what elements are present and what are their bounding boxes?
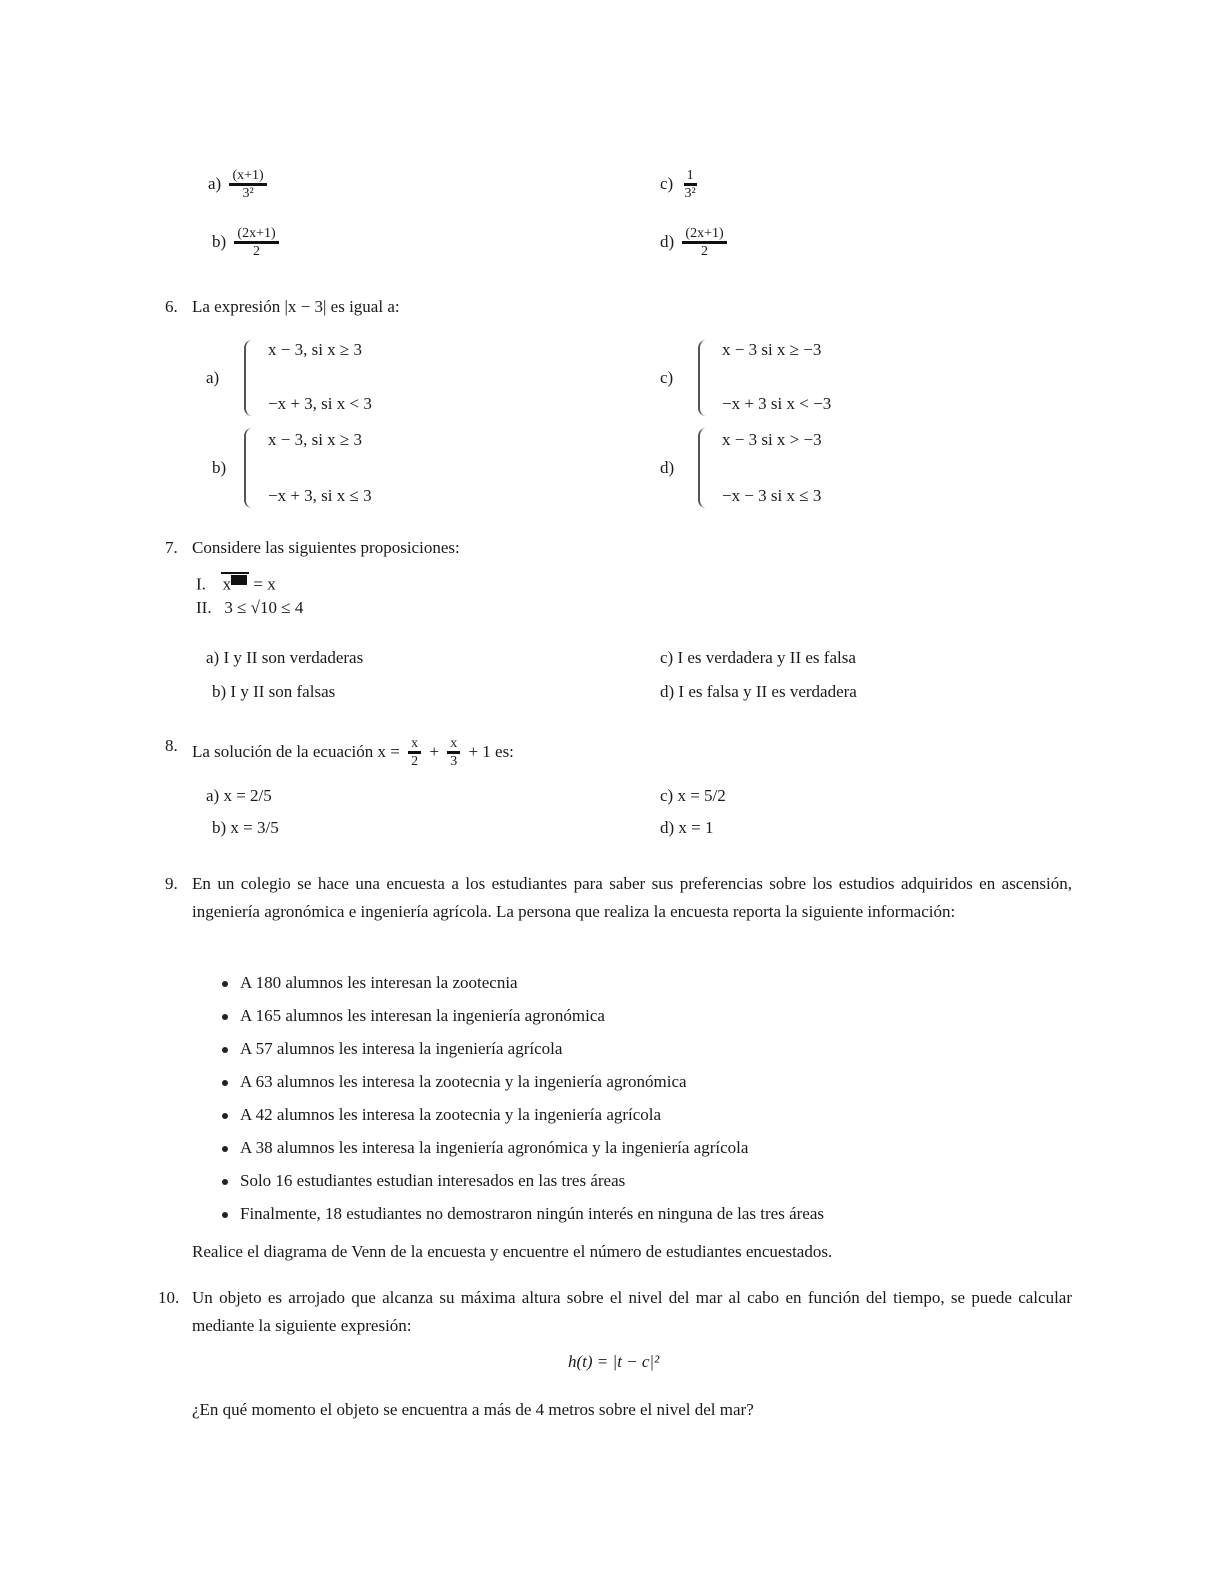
list-item xyxy=(222,1098,824,1131)
q5-option-d xyxy=(660,226,731,260)
bullet-icon xyxy=(222,1047,228,1053)
list-item-text: A 180 alumnos les interesan la zootecnia xyxy=(240,973,518,992)
option-text: I y II son falsas xyxy=(230,682,336,701)
q6-option-d-row2: −x − 3 si x ≤ 3 xyxy=(722,486,822,505)
option-text: x = 5/2 xyxy=(677,786,726,805)
fraction xyxy=(408,736,421,770)
q8-option-b xyxy=(212,818,279,838)
option-text: x = 1 xyxy=(678,818,714,837)
fraction-numerator: (2x+1) xyxy=(682,226,726,244)
fraction-numerator: x xyxy=(408,736,421,754)
fraction-numerator: 1 xyxy=(684,168,697,186)
fraction-numerator: (x+1) xyxy=(229,168,266,186)
q6-option-b-label: b) xyxy=(212,458,227,477)
q7-prompt: Considere las siguientes proposiciones: xyxy=(192,538,460,557)
option-label: d) xyxy=(660,682,675,701)
fraction xyxy=(682,226,726,260)
option-label: a) xyxy=(208,173,222,193)
list-item xyxy=(222,999,824,1032)
left-brace xyxy=(698,340,710,416)
list-item-text: A 42 alumnos les interesa la zootecnia y la ingeniería agrícola xyxy=(240,1105,662,1124)
q6-option-a-row1: x − 3, si x ≥ 3 xyxy=(268,340,363,359)
fraction-denominator: 3² xyxy=(242,186,254,202)
option-text: I y II son verdaderas xyxy=(223,648,364,667)
q7-option-c xyxy=(660,648,856,668)
list-item-text: A 63 alumnos les interesa la zootecnia y la ingeniería agronómica xyxy=(240,1072,687,1091)
sqrt-expression: x xyxy=(221,572,250,595)
option-label: d) xyxy=(660,231,675,251)
fraction-denominator: 3² xyxy=(684,186,696,202)
fraction xyxy=(447,736,460,770)
q7-option-a xyxy=(206,648,363,668)
fraction xyxy=(234,226,278,260)
bullet-icon xyxy=(222,1179,228,1185)
fraction-denominator: 2 xyxy=(701,244,709,260)
left-brace xyxy=(698,428,710,508)
option-text: I es verdadera y II es falsa xyxy=(677,648,856,667)
option-label: c) xyxy=(660,173,674,193)
q8-option-c xyxy=(660,786,726,806)
proposition-label: I. xyxy=(196,574,206,594)
q5-option-c xyxy=(660,168,703,202)
q7-proposition-1 xyxy=(196,572,276,595)
q6-option-d-label: d) xyxy=(660,458,675,477)
fraction-numerator: (2x+1) xyxy=(234,226,278,244)
left-brace xyxy=(244,340,256,416)
list-item xyxy=(222,966,824,999)
q6-option-d-row1: x − 3 si x > −3 xyxy=(722,430,822,449)
bullet-icon xyxy=(222,1014,228,1020)
list-item xyxy=(222,1131,824,1164)
q7-number: 7. xyxy=(165,538,178,557)
q8-prompt-text: La solución de la ecuación x = xyxy=(192,741,400,761)
option-text: I es falsa y II es verdadera xyxy=(678,682,857,701)
redacted-mark xyxy=(231,575,247,585)
q9-intro: En un colegio se hace una encuesta a los estudiantes para saber sus preferencias sobre los estudios adquiridos en ascensión, ingeniería agronómica e ingeniería agrícola. La persona que realiza la encuesta reporta la siguiente información: xyxy=(192,874,1072,921)
bullet-icon xyxy=(222,1212,228,1218)
option-label: b) xyxy=(212,682,227,701)
q6-option-b-row2: −x + 3, si x ≤ 3 xyxy=(268,486,372,505)
option-label: d) xyxy=(660,818,675,837)
q8-prompt-tail: + 1 es: xyxy=(468,741,514,761)
fraction-denominator: 2 xyxy=(411,754,419,770)
q9-closing: Realice el diagrama de Venn de la encuesta y encuentre el número de estudiantes encuestados. xyxy=(192,1242,833,1261)
list-item-text: Solo 16 estudiantes estudian interesados en las tres áreas xyxy=(240,1171,626,1190)
q6-option-c-row1: x − 3 si x ≥ −3 xyxy=(722,340,822,359)
proposition-text: = x xyxy=(253,574,276,594)
list-item-text: A 38 alumnos les interesa la ingeniería agronómica y la ingeniería agrícola xyxy=(240,1138,749,1157)
option-text: x = 2/5 xyxy=(223,786,272,805)
q10-formula: h(t) = |t − c|² xyxy=(568,1352,660,1371)
list-item-text: Finalmente, 18 estudiantes no demostraron ningún interés en ninguna de las tres áreas xyxy=(240,1204,824,1223)
fraction-denominator: 2 xyxy=(253,244,261,260)
option-label: c) xyxy=(660,786,674,805)
q7-option-b xyxy=(212,682,335,702)
q5-option-b xyxy=(212,226,283,260)
q6-option-c-row2: −x + 3 si x < −3 xyxy=(722,394,832,413)
q10-intro: Un objeto es arrojado que alcanza su máxima altura sobre el nivel del mar al cabo en función del tiempo, se puede calcular mediante la siguiente expresión: xyxy=(192,1288,1072,1335)
bullet-icon xyxy=(222,1113,228,1119)
q10-number: 10. xyxy=(158,1288,180,1307)
q6-option-c-label: c) xyxy=(660,368,674,387)
q8-prompt: La solución de la ecuación x = $\frac{x}{2}$ + $\frac{x}{3}$ + 1 es: xyxy=(192,736,514,770)
proposition-label: II. xyxy=(196,598,212,617)
option-label: b) xyxy=(212,231,227,251)
option-label: a) xyxy=(206,648,220,667)
bullet-icon xyxy=(222,1080,228,1086)
fraction xyxy=(681,168,698,202)
fraction-denominator: 3 xyxy=(450,754,458,770)
list-item xyxy=(222,1197,824,1230)
option-text: x = 3/5 xyxy=(230,818,279,837)
list-item-text: A 57 alumnos les interesa la ingeniería agrícola xyxy=(240,1039,563,1058)
q6-number: 6. xyxy=(165,297,178,316)
q8-number: 8. xyxy=(165,736,178,755)
fraction-numerator: x xyxy=(447,736,460,754)
left-brace xyxy=(244,428,256,508)
q9-number: 9. xyxy=(165,874,178,893)
q8-option-d xyxy=(660,818,714,838)
list-item xyxy=(222,1032,824,1065)
q6-option-b-row1: x − 3, si x ≥ 3 xyxy=(268,430,363,449)
list-item-text: A 165 alumnos les interesan la ingeniería agronómica xyxy=(240,1006,605,1025)
q10-question: ¿En qué momento el objeto se encuentra a más de 4 metros sobre el nivel del mar? xyxy=(192,1400,754,1419)
bullet-icon xyxy=(222,1146,228,1152)
q6-prompt: La expresión |x − 3| es igual a: xyxy=(192,297,400,316)
list-item xyxy=(222,1065,824,1098)
option-label: a) xyxy=(206,786,220,805)
q7-option-d xyxy=(660,682,857,702)
q6-option-a-label: a) xyxy=(206,368,220,387)
q8-option-a xyxy=(206,786,272,806)
fraction xyxy=(229,168,266,202)
list-item xyxy=(222,1164,824,1197)
q9-bullet-list xyxy=(222,966,824,1230)
q6-option-a-row2: −x + 3, si x < 3 xyxy=(268,394,372,413)
q5-option-a xyxy=(208,168,271,202)
proposition-text: 3 ≤ √10 ≤ 4 xyxy=(224,598,304,617)
bullet-icon xyxy=(222,981,228,987)
option-label: c) xyxy=(660,648,674,667)
q7-proposition-2 xyxy=(196,598,303,618)
option-label: b) xyxy=(212,818,227,837)
